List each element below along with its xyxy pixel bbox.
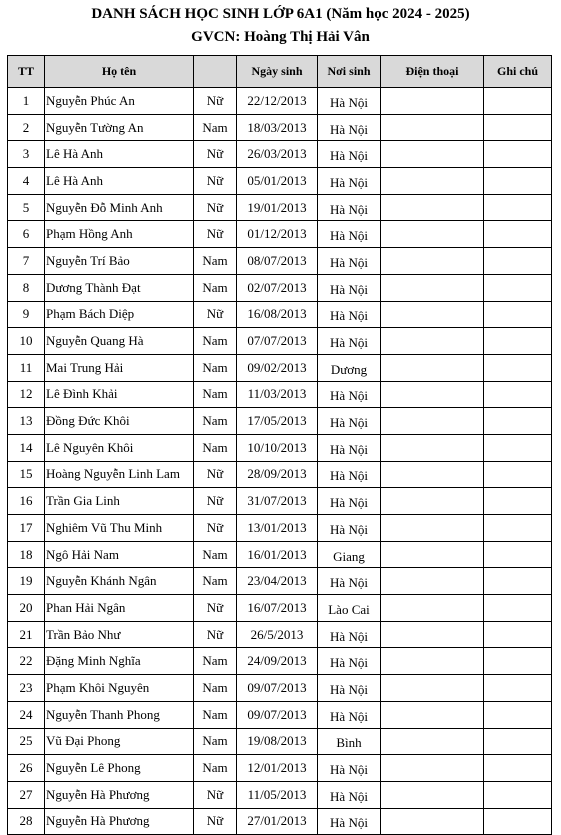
header-phone: Điện thoại — [381, 56, 484, 88]
cell-gender: Nam — [194, 728, 237, 755]
cell-gender: Nam — [194, 701, 237, 728]
cell-gender: Nữ — [194, 488, 237, 515]
cell-note — [484, 168, 552, 195]
cell-note — [484, 541, 552, 568]
cell-tt: 27 — [8, 781, 45, 808]
table-row — [8, 541, 552, 568]
cell-note — [484, 781, 552, 808]
cell-note — [484, 114, 552, 141]
cell-name: Nguyễn Hà Phương — [45, 808, 194, 835]
table-row — [8, 88, 552, 115]
cell-tt: 24 — [8, 701, 45, 728]
cell-note — [484, 648, 552, 675]
cell-phone — [381, 675, 484, 702]
table-row — [8, 728, 552, 755]
cell-place: Hà Nội — [318, 408, 381, 435]
table-row — [8, 755, 552, 782]
header-place: Nơi sinh — [318, 56, 381, 88]
cell-name: Nguyễn Khánh Ngân — [45, 568, 194, 595]
cell-note — [484, 301, 552, 328]
cell-gender: Nam — [194, 274, 237, 301]
cell-tt: 25 — [8, 728, 45, 755]
cell-place: Hà Nội — [318, 194, 381, 221]
cell-note — [484, 408, 552, 435]
table-header-row — [8, 56, 552, 88]
cell-phone — [381, 541, 484, 568]
cell-tt: 9 — [8, 301, 45, 328]
cell-place: Hà Nội — [318, 141, 381, 168]
table-row — [8, 168, 552, 195]
cell-place: Hà Nội — [318, 488, 381, 515]
cell-dob: 19/01/2013 — [237, 194, 318, 221]
cell-place: Hà Nội — [318, 621, 381, 648]
cell-place: Hà Nội — [318, 461, 381, 488]
cell-place: Hà Nội — [318, 648, 381, 675]
table-row — [8, 461, 552, 488]
cell-tt: 10 — [8, 328, 45, 355]
cell-dob: 16/08/2013 — [237, 301, 318, 328]
cell-tt: 4 — [8, 168, 45, 195]
cell-place: Hà Nội — [318, 781, 381, 808]
table-row — [8, 114, 552, 141]
cell-gender: Nữ — [194, 168, 237, 195]
cell-tt: 26 — [8, 755, 45, 782]
table-row — [8, 194, 552, 221]
cell-note — [484, 194, 552, 221]
cell-name: Nghiêm Vũ Thu Minh — [45, 515, 194, 542]
table-row — [8, 568, 552, 595]
cell-note — [484, 328, 552, 355]
cell-name: Lê Đình Khải — [45, 381, 194, 408]
cell-phone — [381, 354, 484, 381]
cell-phone — [381, 221, 484, 248]
table-row — [8, 381, 552, 408]
cell-tt: 16 — [8, 488, 45, 515]
cell-phone — [381, 141, 484, 168]
cell-phone — [381, 781, 484, 808]
table-row — [8, 675, 552, 702]
cell-note — [484, 354, 552, 381]
cell-place: Hà Nội — [318, 568, 381, 595]
cell-dob: 08/07/2013 — [237, 248, 318, 275]
cell-dob: 09/02/2013 — [237, 354, 318, 381]
cell-dob: 07/07/2013 — [237, 328, 318, 355]
cell-dob: 09/07/2013 — [237, 701, 318, 728]
cell-name: Phạm Khôi Nguyên — [45, 675, 194, 702]
cell-dob: 01/12/2013 — [237, 221, 318, 248]
cell-name: Ngô Hải Nam — [45, 541, 194, 568]
cell-gender: Nam — [194, 568, 237, 595]
cell-note — [484, 434, 552, 461]
table-row — [8, 781, 552, 808]
cell-place: Hà Nội — [318, 755, 381, 782]
cell-place: Hà Nội — [318, 301, 381, 328]
header-gender — [194, 56, 237, 88]
cell-dob: 31/07/2013 — [237, 488, 318, 515]
cell-phone — [381, 274, 484, 301]
cell-place: Hà Nội — [318, 328, 381, 355]
cell-name: Đặng Minh Nghĩa — [45, 648, 194, 675]
cell-phone — [381, 194, 484, 221]
header-tt: TT — [8, 56, 45, 88]
cell-place: Hà Nội — [318, 168, 381, 195]
cell-dob: 26/03/2013 — [237, 141, 318, 168]
cell-place: Hà Nội — [318, 248, 381, 275]
cell-dob: 26/5/2013 — [237, 621, 318, 648]
cell-name: Lê Hà Anh — [45, 168, 194, 195]
cell-tt: 2 — [8, 114, 45, 141]
cell-dob: 28/09/2013 — [237, 461, 318, 488]
cell-phone — [381, 568, 484, 595]
cell-name: Nguyễn Thanh Phong — [45, 701, 194, 728]
cell-tt: 28 — [8, 808, 45, 835]
document-title: DANH SÁCH HỌC SINH LỚP 6A1 (Năm học 2024 - 2025) — [91, 6, 470, 22]
cell-phone — [381, 434, 484, 461]
cell-tt: 17 — [8, 515, 45, 542]
cell-name: Nguyễn Trí Bảo — [45, 248, 194, 275]
cell-gender: Nam — [194, 408, 237, 435]
table-row — [8, 248, 552, 275]
table-row — [8, 595, 552, 622]
cell-note — [484, 701, 552, 728]
cell-dob: 12/01/2013 — [237, 755, 318, 782]
table-row — [8, 434, 552, 461]
cell-place: Hà Nội — [318, 701, 381, 728]
cell-phone — [381, 88, 484, 115]
cell-phone — [381, 701, 484, 728]
cell-name: Lê Hà Anh — [45, 141, 194, 168]
cell-gender: Nữ — [194, 88, 237, 115]
cell-phone — [381, 808, 484, 835]
table-row — [8, 408, 552, 435]
cell-dob: 16/07/2013 — [237, 595, 318, 622]
cell-name: Nguyễn Phúc An — [45, 88, 194, 115]
cell-gender: Nữ — [194, 301, 237, 328]
cell-place: Hà Nội — [318, 808, 381, 835]
table-row — [8, 648, 552, 675]
cell-note — [484, 595, 552, 622]
cell-phone — [381, 328, 484, 355]
cell-name: Nguyễn Tường An — [45, 114, 194, 141]
cell-dob: 09/07/2013 — [237, 675, 318, 702]
cell-note — [484, 488, 552, 515]
cell-dob: 16/01/2013 — [237, 541, 318, 568]
cell-tt: 14 — [8, 434, 45, 461]
cell-phone — [381, 621, 484, 648]
cell-gender: Nữ — [194, 621, 237, 648]
cell-phone — [381, 408, 484, 435]
cell-name: Trần Gia Linh — [45, 488, 194, 515]
cell-name: Đồng Đức Khôi — [45, 408, 194, 435]
cell-phone — [381, 114, 484, 141]
cell-name: Nguyễn Hà Phương — [45, 781, 194, 808]
cell-note — [484, 141, 552, 168]
cell-tt: 22 — [8, 648, 45, 675]
cell-gender: Nữ — [194, 221, 237, 248]
cell-tt: 3 — [8, 141, 45, 168]
table-row — [8, 301, 552, 328]
table-row — [8, 701, 552, 728]
cell-tt: 20 — [8, 595, 45, 622]
cell-place: Hà Nội — [318, 381, 381, 408]
cell-dob: 13/01/2013 — [237, 515, 318, 542]
cell-dob: 19/08/2013 — [237, 728, 318, 755]
cell-dob: 27/01/2013 — [237, 808, 318, 835]
cell-gender: Nữ — [194, 461, 237, 488]
table-row — [8, 141, 552, 168]
cell-dob: 22/12/2013 — [237, 88, 318, 115]
cell-note — [484, 461, 552, 488]
cell-tt: 23 — [8, 675, 45, 702]
cell-tt: 21 — [8, 621, 45, 648]
cell-tt: 13 — [8, 408, 45, 435]
cell-gender: Nam — [194, 648, 237, 675]
cell-gender: Nữ — [194, 808, 237, 835]
table-row — [8, 328, 552, 355]
cell-place: Hà Nội — [318, 114, 381, 141]
cell-note — [484, 568, 552, 595]
cell-gender: Nữ — [194, 595, 237, 622]
cell-tt: 1 — [8, 88, 45, 115]
cell-phone — [381, 301, 484, 328]
cell-phone — [381, 488, 484, 515]
cell-phone — [381, 168, 484, 195]
cell-phone — [381, 755, 484, 782]
cell-dob: 17/05/2013 — [237, 408, 318, 435]
header-dob: Ngày sinh — [237, 56, 318, 88]
cell-gender: Nữ — [194, 515, 237, 542]
cell-place: Hà Nội — [318, 515, 381, 542]
cell-place: Hà Nội — [318, 675, 381, 702]
cell-place: Hà Nội — [318, 434, 381, 461]
cell-note — [484, 221, 552, 248]
cell-phone — [381, 515, 484, 542]
cell-tt: 8 — [8, 274, 45, 301]
student-table — [7, 55, 552, 835]
table-row — [8, 221, 552, 248]
cell-dob: 23/04/2013 — [237, 568, 318, 595]
table-row — [8, 621, 552, 648]
table-body — [8, 88, 552, 835]
table-row — [8, 274, 552, 301]
cell-name: Phạm Hồng Anh — [45, 221, 194, 248]
cell-name: Phạm Bách Diệp — [45, 301, 194, 328]
cell-dob: 18/03/2013 — [237, 114, 318, 141]
cell-phone — [381, 595, 484, 622]
cell-gender: Nam — [194, 541, 237, 568]
cell-note — [484, 515, 552, 542]
cell-place: Giang — [318, 541, 381, 568]
cell-tt: 11 — [8, 354, 45, 381]
cell-note — [484, 88, 552, 115]
cell-place: Bình — [318, 728, 381, 755]
cell-note — [484, 728, 552, 755]
cell-gender: Nam — [194, 248, 237, 275]
cell-gender: Nam — [194, 381, 237, 408]
cell-name: Trần Bảo Như — [45, 621, 194, 648]
document-subtitle: GVCN: Hoàng Thị Hải Vân — [191, 29, 370, 45]
cell-gender: Nam — [194, 675, 237, 702]
cell-gender: Nữ — [194, 141, 237, 168]
table-row — [8, 515, 552, 542]
cell-phone — [381, 648, 484, 675]
cell-note — [484, 381, 552, 408]
cell-phone — [381, 248, 484, 275]
cell-name: Mai Trung Hải — [45, 354, 194, 381]
cell-tt: 18 — [8, 541, 45, 568]
cell-dob: 10/10/2013 — [237, 434, 318, 461]
cell-place: Dương — [318, 354, 381, 381]
cell-phone — [381, 381, 484, 408]
cell-dob: 11/05/2013 — [237, 781, 318, 808]
cell-dob: 11/03/2013 — [237, 381, 318, 408]
cell-tt: 19 — [8, 568, 45, 595]
cell-note — [484, 248, 552, 275]
table-row — [8, 808, 552, 835]
cell-gender: Nam — [194, 328, 237, 355]
cell-place: Hà Nội — [318, 274, 381, 301]
cell-name: Nguyễn Lê Phong — [45, 755, 194, 782]
cell-gender: Nam — [194, 354, 237, 381]
table-row — [8, 488, 552, 515]
cell-gender: Nam — [194, 114, 237, 141]
cell-note — [484, 274, 552, 301]
cell-name: Nguyễn Đỗ Minh Anh — [45, 194, 194, 221]
cell-name: Hoàng Nguyễn Linh Lam — [45, 461, 194, 488]
cell-name: Vũ Đại Phong — [45, 728, 194, 755]
cell-tt: 7 — [8, 248, 45, 275]
table-row — [8, 354, 552, 381]
cell-phone — [381, 461, 484, 488]
cell-dob: 24/09/2013 — [237, 648, 318, 675]
cell-name: Phan Hải Ngân — [45, 595, 194, 622]
cell-gender: Nữ — [194, 781, 237, 808]
cell-dob: 05/01/2013 — [237, 168, 318, 195]
cell-tt: 6 — [8, 221, 45, 248]
cell-gender: Nam — [194, 755, 237, 782]
cell-gender: Nam — [194, 434, 237, 461]
cell-note — [484, 621, 552, 648]
cell-tt: 5 — [8, 194, 45, 221]
cell-place: Hà Nội — [318, 88, 381, 115]
cell-name: Nguyễn Quang Hà — [45, 328, 194, 355]
cell-phone — [381, 728, 484, 755]
cell-note — [484, 755, 552, 782]
cell-note — [484, 675, 552, 702]
header-note: Ghi chú — [484, 56, 552, 88]
cell-name: Lê Nguyên Khôi — [45, 434, 194, 461]
cell-note — [484, 808, 552, 835]
cell-place: Hà Nội — [318, 221, 381, 248]
cell-name: Dương Thành Đạt — [45, 274, 194, 301]
cell-dob: 02/07/2013 — [237, 274, 318, 301]
cell-tt: 12 — [8, 381, 45, 408]
header-name: Họ tên — [45, 56, 194, 88]
cell-gender: Nữ — [194, 194, 237, 221]
cell-place: Lào Cai — [318, 595, 381, 622]
cell-tt: 15 — [8, 461, 45, 488]
